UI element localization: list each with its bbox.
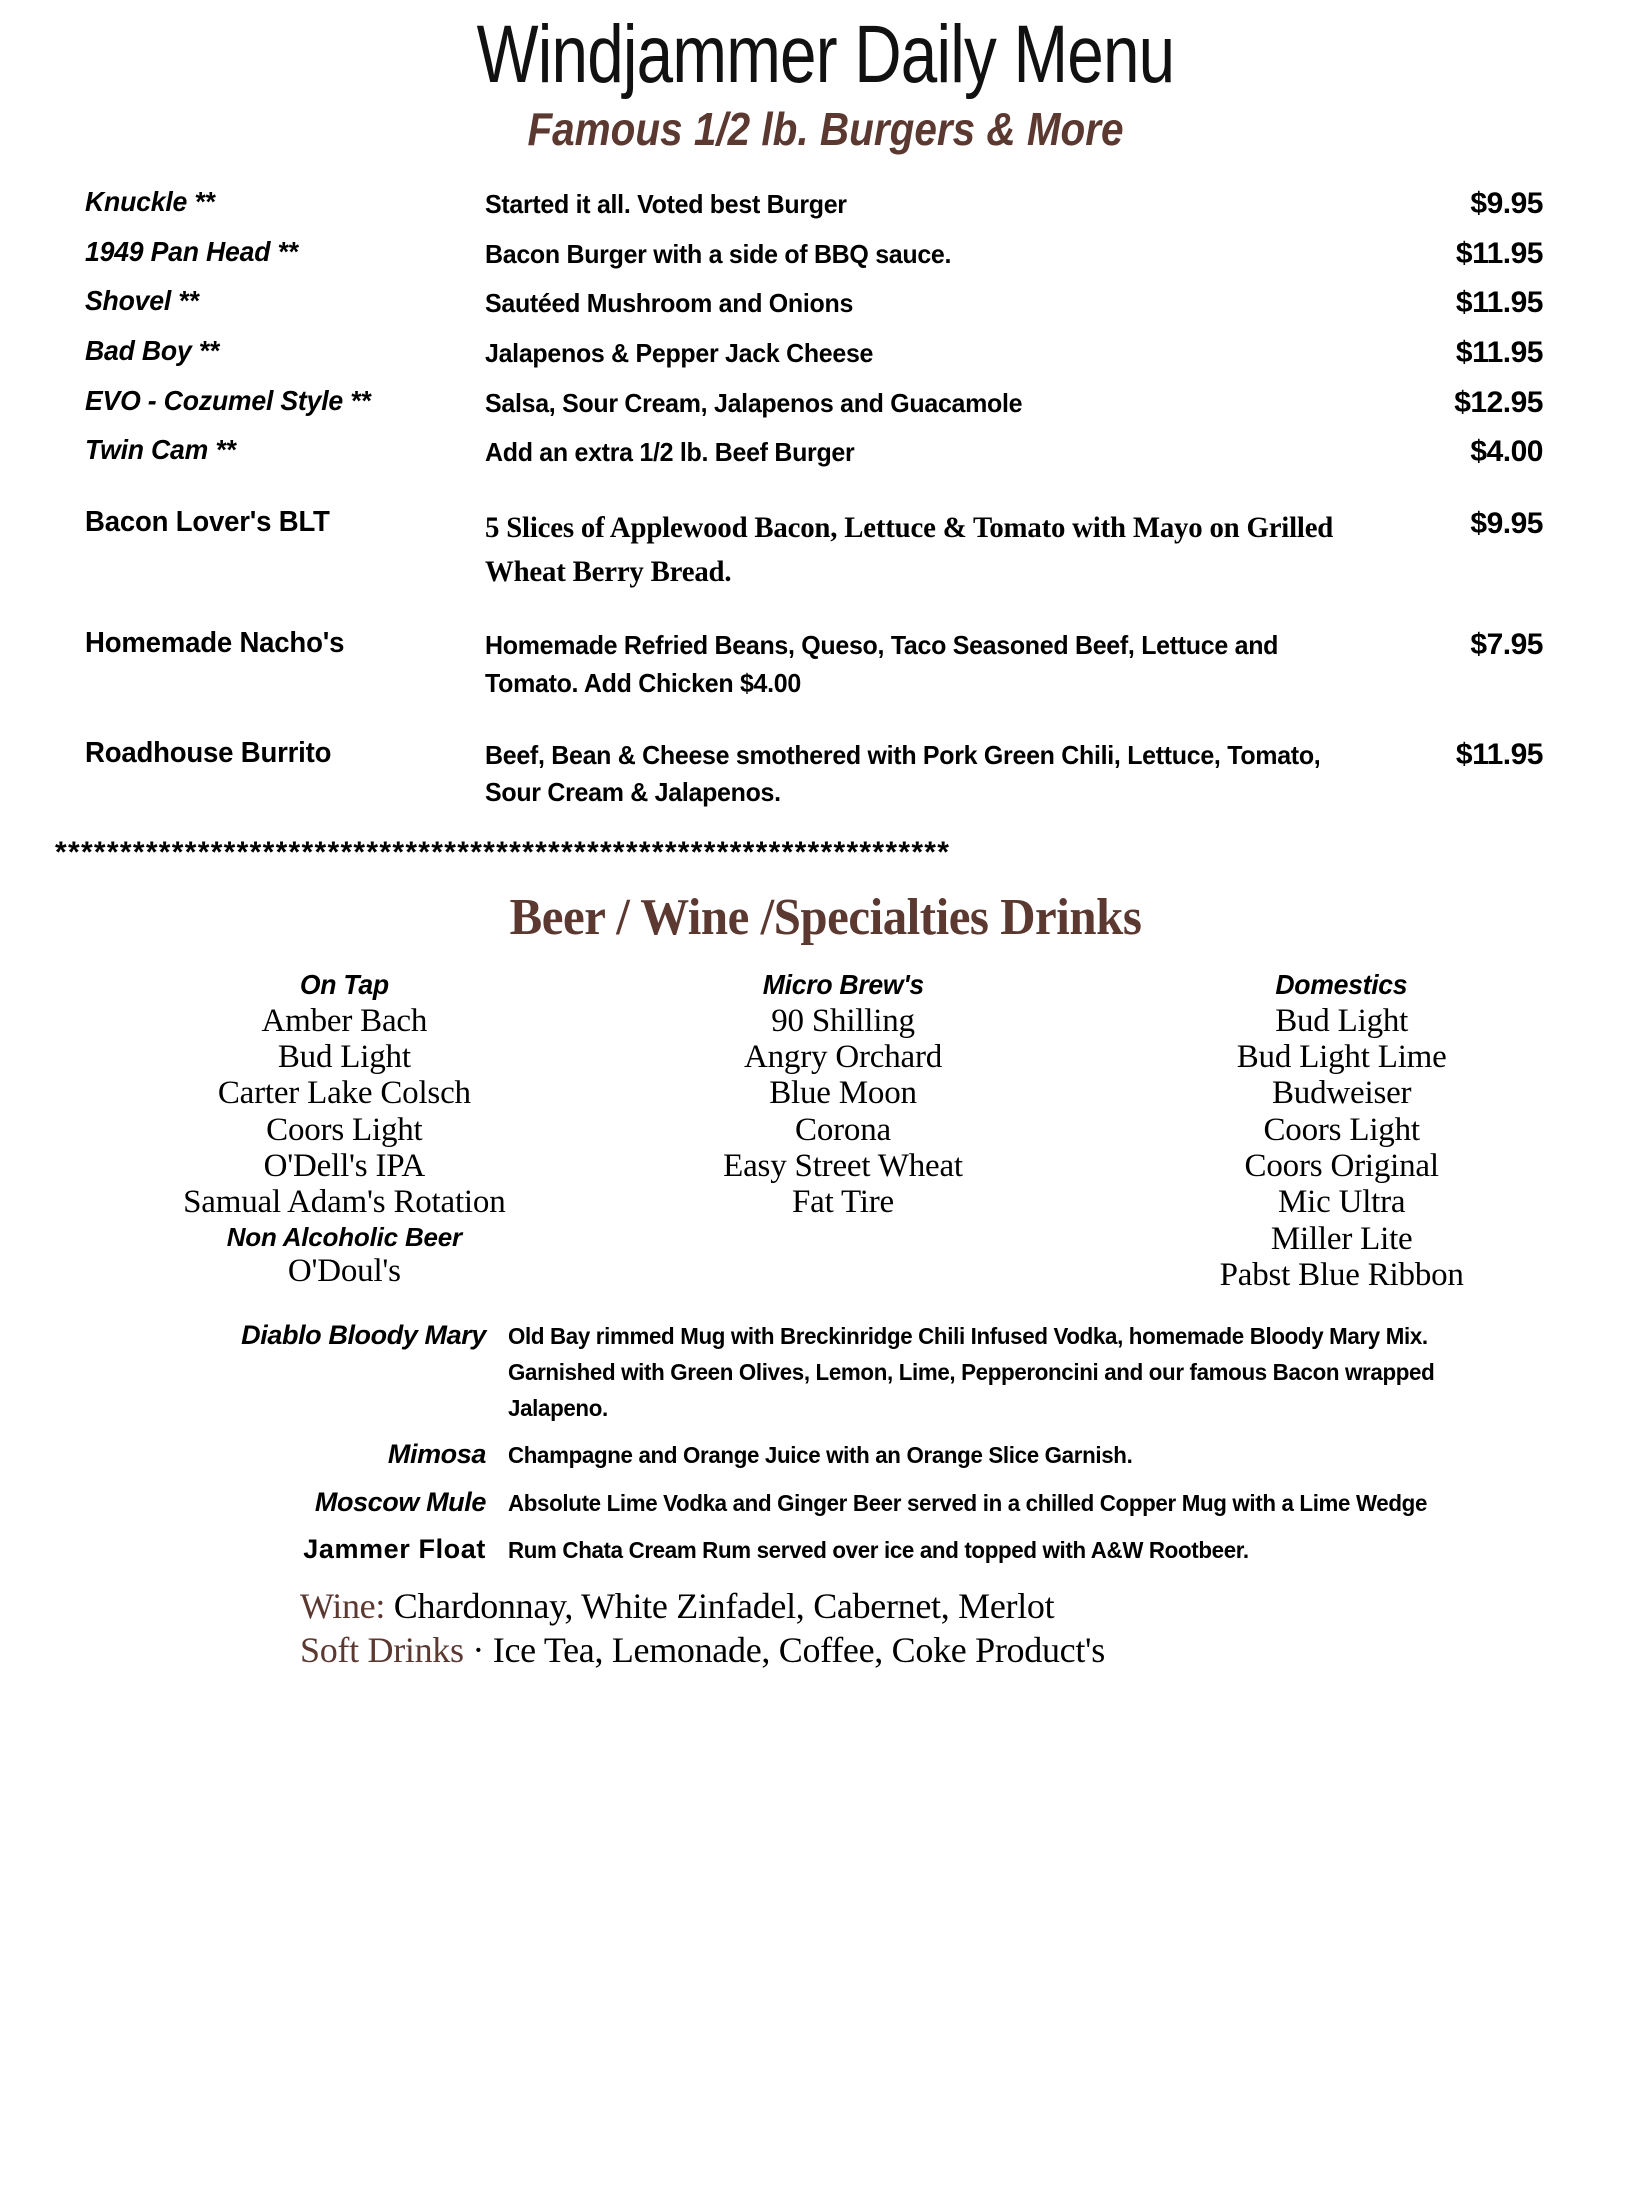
beer-list-item: 90 Shilling	[771, 1002, 915, 1039]
beer-list-item: Fat Tire	[791, 1184, 895, 1221]
menu-item-price: $9.95	[1470, 187, 1543, 220]
menu-item-row	[85, 506, 1543, 593]
wine-label: Wine:	[300, 1586, 386, 1627]
beer-list-item: Budweiser	[1272, 1075, 1412, 1112]
menu-item-description: 5 Slices of Applewood Bacon, Lettuce & Tomato with Mayo on Grilled Wheat Berry Bread.	[485, 511, 1334, 588]
menu-item-price: $11.95	[1455, 737, 1543, 771]
beer-column-header: Domestics	[1275, 968, 1408, 1000]
beer-list-item: Bud Light Lime	[1236, 1039, 1447, 1076]
beer-list-item: Bud Light	[1275, 1002, 1409, 1039]
specialty-drink-name: Mimosa	[387, 1439, 486, 1470]
drinks-footer	[0, 1585, 1651, 1673]
specialty-drink-description: Absolute Lime Vodka and Ginger Beer served in a chilled Copper Mug with a Lime Wedge	[508, 1489, 1428, 1516]
menu-item-name: Roadhouse Burrito	[85, 736, 332, 769]
menu-item-row	[85, 335, 1543, 373]
specialty-drink-row	[0, 1486, 1651, 1522]
menu-item-description: Jalapenos & Pepper Jack Cheese	[485, 338, 874, 369]
menu-item-description: Add an extra 1/2 lb. Beef Burger	[485, 437, 855, 468]
beer-list-item: O'Dell's IPA	[263, 1148, 426, 1185]
specialty-drink-description: Champagne and Orange Juice with an Orange Slice Garnish.	[508, 1442, 1133, 1469]
menu-item-row	[85, 434, 1543, 472]
beer-list-item: Corona	[795, 1111, 891, 1148]
menu-item-description: Started it all. Voted best Burger	[485, 189, 847, 219]
menu-item-row	[85, 236, 1543, 274]
beer-list-item: Amber Bach	[261, 1002, 428, 1039]
beer-list-item: O'Doul's	[287, 1253, 401, 1290]
menu-item-price: $7.95	[1470, 628, 1543, 662]
menu-item-description: Sautéed Mushroom and Onions	[485, 288, 854, 319]
beer-column-micro-brews	[594, 969, 1093, 1293]
beer-list-item: Coors Light	[266, 1111, 423, 1148]
menu-item-name: Homemade Nacho's	[85, 627, 345, 660]
menu-item-price: $11.95	[1455, 236, 1543, 270]
menu-item-name: EVO - Cozumel Style **	[85, 384, 371, 416]
soft-drinks-line	[300, 1629, 1651, 1673]
specialty-drink-row	[0, 1319, 1651, 1426]
section-divider: *********************************************************************	[55, 837, 951, 869]
soft-drinks-value: · Ice Tea, Lemonade, Coffee, Coke Product's	[472, 1630, 1105, 1670]
menu-item-name: Bacon Lover's BLT	[85, 506, 330, 539]
menu-item-price: $11.95	[1455, 286, 1543, 320]
specialty-drink-name: Diablo Bloody Mary	[241, 1320, 486, 1351]
menu-item-name: Bad Boy **	[85, 335, 220, 367]
beer-list-item: Mic Ultra	[1277, 1184, 1406, 1221]
menu-item-description: Salsa, Sour Cream, Jalapenos and Guacamole	[485, 387, 1023, 418]
page-title: Windjammer Daily Menu	[476, 9, 1175, 100]
beer-column-on-tap	[95, 969, 594, 1293]
menu-item-price: $12.95	[1454, 385, 1543, 419]
menu-item-row	[85, 385, 1543, 423]
specialty-drinks-list	[0, 1319, 1651, 1569]
beer-list-item: Bud Light	[277, 1039, 411, 1076]
menu-item-row	[85, 186, 1543, 224]
beer-sub-header: Non Alcoholic Beer	[226, 1221, 462, 1252]
wine-line	[300, 1585, 1651, 1629]
beer-list-item: Miller Lite	[1270, 1220, 1413, 1257]
menu-item-price: $9.95	[1470, 507, 1543, 541]
menu-item-row	[85, 627, 1543, 702]
menu-item-description: Homemade Refried Beans, Queso, Taco Seasoned Beef, Lettuce and Tomato. Add Chicken $4.00	[485, 630, 1279, 698]
beer-list-item: Coors Light	[1263, 1111, 1420, 1148]
menu-item-price: $4.00	[1470, 435, 1543, 469]
specialty-drink-name: Moscow Mule	[314, 1486, 486, 1517]
specialty-drink-description: Rum Chata Cream Rum served over ice and topped with A&W Rootbeer.	[508, 1537, 1249, 1564]
food-menu-section	[0, 186, 1651, 812]
beer-list-item: Angry Orchard	[743, 1039, 943, 1076]
menu-item-name: 1949 Pan Head **	[85, 235, 298, 267]
beer-column-domestics	[1092, 969, 1591, 1293]
wine-value: Chardonnay, White Zinfadel, Cabernet, Merlot	[393, 1586, 1055, 1627]
beer-column-header: On Tap	[299, 968, 389, 1000]
menu-item-description: Beef, Bean & Cheese smothered with Pork Green Chili, Lettuce, Tomato, Sour Cream & Jalapenos.	[485, 739, 1321, 808]
page-subtitle: Famous 1/2 lb. Burgers & More	[527, 103, 1124, 155]
specialty-drink-row	[0, 1438, 1651, 1474]
menu-item-row	[85, 285, 1543, 323]
beer-list-item: Blue Moon	[769, 1075, 917, 1112]
beer-columns	[0, 969, 1651, 1293]
beer-column-header: Micro Brew's	[762, 968, 924, 1000]
menu-item-row	[85, 737, 1543, 812]
beer-list-item: Coors Original	[1244, 1148, 1439, 1185]
drinks-section-title: Beer / Wine /Specialties Drinks	[509, 888, 1142, 946]
specialty-drink-description: Old Bay rimmed Mug with Breckinridge Chili Infused Vodka, homemade Bloody Mary Mix. Garnished with Green Olives, Lemon, Lime, Pepperoncini and our famous Bacon wrapped Jalapeno.	[508, 1323, 1435, 1421]
specialty-drink-row	[0, 1533, 1651, 1569]
soft-drinks-label: Soft Drinks	[300, 1630, 464, 1670]
beer-list-item: Carter Lake Colsch	[217, 1075, 471, 1112]
menu-item-name: Shovel **	[85, 285, 199, 317]
menu-item-name: Knuckle **	[85, 186, 215, 217]
beer-list-item: Samual Adam's Rotation	[183, 1184, 506, 1221]
menu-item-price: $11.95	[1455, 336, 1543, 370]
menu-item-description: Bacon Burger with a side of BBQ sauce.	[485, 238, 952, 269]
beer-list-item: Easy Street Wheat	[723, 1148, 963, 1185]
menu-item-name: Twin Cam **	[85, 434, 236, 466]
beer-list-item: Pabst Blue Ribbon	[1219, 1256, 1464, 1293]
specialty-drink-name: Jammer Float	[303, 1534, 486, 1565]
